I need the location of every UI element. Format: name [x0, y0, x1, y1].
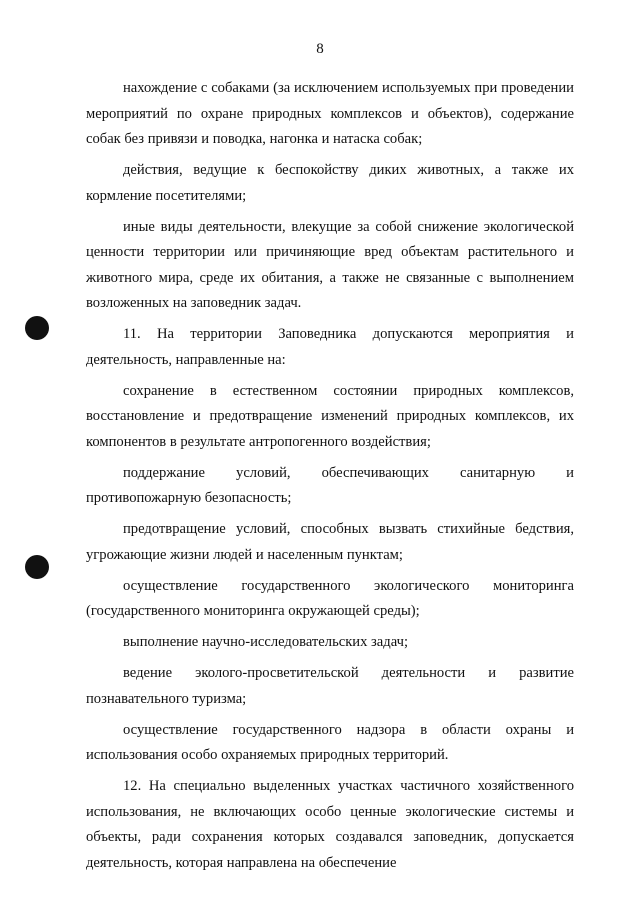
punch-hole-mark [25, 555, 49, 579]
paragraph-dogs: нахождение с собаками (за исключением используемых при проведении мероприятий по охране природных комплексов и объектов), содержание собак без привязи и поводка, нагонка и натаска собак; [86, 80, 574, 147]
paragraph-education-tourism: ведение эколого-просветительской деятельности и развитие познавательного туризма; [86, 665, 574, 707]
page-number: 8 [316, 41, 324, 57]
paragraph-monitoring: осуществление государственного экологического мониторинга (государственного мониторинга окружающей среды); [86, 577, 574, 619]
paragraph-sanitary-safety: поддержание условий, обеспечивающих санитарную и противопожарную безопасность; [86, 464, 574, 506]
paragraph-item-12: 12. На специально выделенных участках частичного хозяйственного использования, не включающих особо ценные экологические системы и объекты, ради сохранения которых создавался заповедник, допускается деятельность, которая направлена на обеспечение [86, 778, 574, 871]
paragraph-other-activities: иные виды деятельности, влекущие за собой снижение экологической ценности территории или причиняющие вред объектам растительного и животного мира, среде их обитания, а также не связанные с выполнением возложенных на заповедник задач. [86, 218, 574, 311]
document-body [86, 76, 574, 882]
paragraph-research: выполнение научно-исследовательских задач; [123, 634, 408, 650]
paragraph-disturbance: действия, ведущие к беспокойству диких животных, а также их кормление посетителями; [86, 162, 574, 204]
paragraph-disaster-prevention: предотвращение условий, способных вызвать стихийные бедствия, угрожающие жизни людей и населенным пунктам; [86, 521, 574, 563]
punch-hole-mark [25, 316, 49, 340]
paragraph-supervision: осуществление государственного надзора в области охраны и использования особо охраняемых природных территорий. [86, 721, 574, 763]
paragraph-item-11: 11. На территории Заповедника допускаются мероприятия и деятельность, направленные на: [86, 326, 574, 368]
paragraph-preservation: сохранение в естественном состоянии природных комплексов, восстановление и предотвращение изменений природных комплексов, их компонентов в результате антропогенного воздействия; [86, 382, 574, 450]
